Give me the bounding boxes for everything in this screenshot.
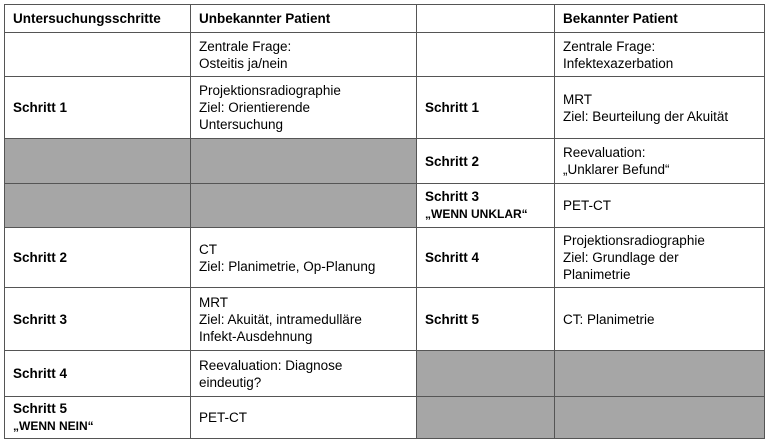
row7-step xyxy=(5,397,191,439)
row6-step-known-empty xyxy=(417,351,555,397)
row7-step-known-empty xyxy=(417,397,555,439)
row1-unknown: Projektionsradiographie Ziel: Orientierende Untersuchung xyxy=(191,77,417,139)
row6-step: Schritt 4 xyxy=(5,351,191,397)
row2-unknown-empty xyxy=(191,139,417,184)
row0-step xyxy=(5,33,191,77)
header-steps-known xyxy=(417,5,555,33)
table-row xyxy=(5,288,765,351)
table-row xyxy=(5,139,765,184)
row4-step: Schritt 2 xyxy=(5,228,191,288)
row3-known: PET-CT xyxy=(555,184,765,228)
row4-unknown: CT Ziel: Planimetrie, Op-Planung xyxy=(191,228,417,288)
row3-step-known xyxy=(417,184,555,228)
table-header-row xyxy=(5,5,765,33)
imaging-steps-table xyxy=(4,4,765,439)
row5-step-known: Schritt 5 xyxy=(417,288,555,351)
row4-known: Projektionsradiographie Ziel: Grundlage der Planimetrie xyxy=(555,228,765,288)
row0-unknown: Zentrale Frage: Osteitis ja/nein xyxy=(191,33,417,77)
table-row xyxy=(5,351,765,397)
table-row-central-question xyxy=(5,33,765,77)
table-row xyxy=(5,397,765,439)
row1-step: Schritt 1 xyxy=(5,77,191,139)
row7-unknown: PET-CT xyxy=(191,397,417,439)
row1-known: MRT Ziel: Beurteilung der Akuität xyxy=(555,77,765,139)
row0-step-known xyxy=(417,33,555,77)
row4-step-known: Schritt 4 xyxy=(417,228,555,288)
header-unknown-patient: Unbekannter Patient xyxy=(191,5,417,33)
row6-known-empty xyxy=(555,351,765,397)
table-row xyxy=(5,184,765,228)
row7-known-empty xyxy=(555,397,765,439)
table-row xyxy=(5,77,765,139)
row2-step-known: Schritt 2 xyxy=(417,139,555,184)
header-steps: Untersuchungsschritte xyxy=(5,5,191,33)
row3-unknown-empty xyxy=(191,184,417,228)
row2-known: Reevaluation: „Unklarer Befund“ xyxy=(555,139,765,184)
row0-known: Zentrale Frage: Infektexazerbation xyxy=(555,33,765,77)
row3-step-label: Schritt 3 xyxy=(425,189,480,204)
row3-condition: „WENN UNKLAR“ xyxy=(425,207,528,221)
row3-step-empty xyxy=(5,184,191,228)
row5-step: Schritt 3 xyxy=(5,288,191,351)
row5-unknown: MRT Ziel: Akuität, intramedulläre Infekt-Ausdehnung xyxy=(191,288,417,351)
row6-unknown: Reevaluation: Diagnose eindeutig? xyxy=(191,351,417,397)
row1-step-known: Schritt 1 xyxy=(417,77,555,139)
header-known-patient: Bekannter Patient xyxy=(555,5,765,33)
table-row xyxy=(5,228,765,288)
row2-step-empty xyxy=(5,139,191,184)
row5-known: CT: Planimetrie xyxy=(555,288,765,351)
row7-step-label: Schritt 5 xyxy=(13,401,68,416)
row7-condition: „WENN NEIN“ xyxy=(13,419,94,433)
